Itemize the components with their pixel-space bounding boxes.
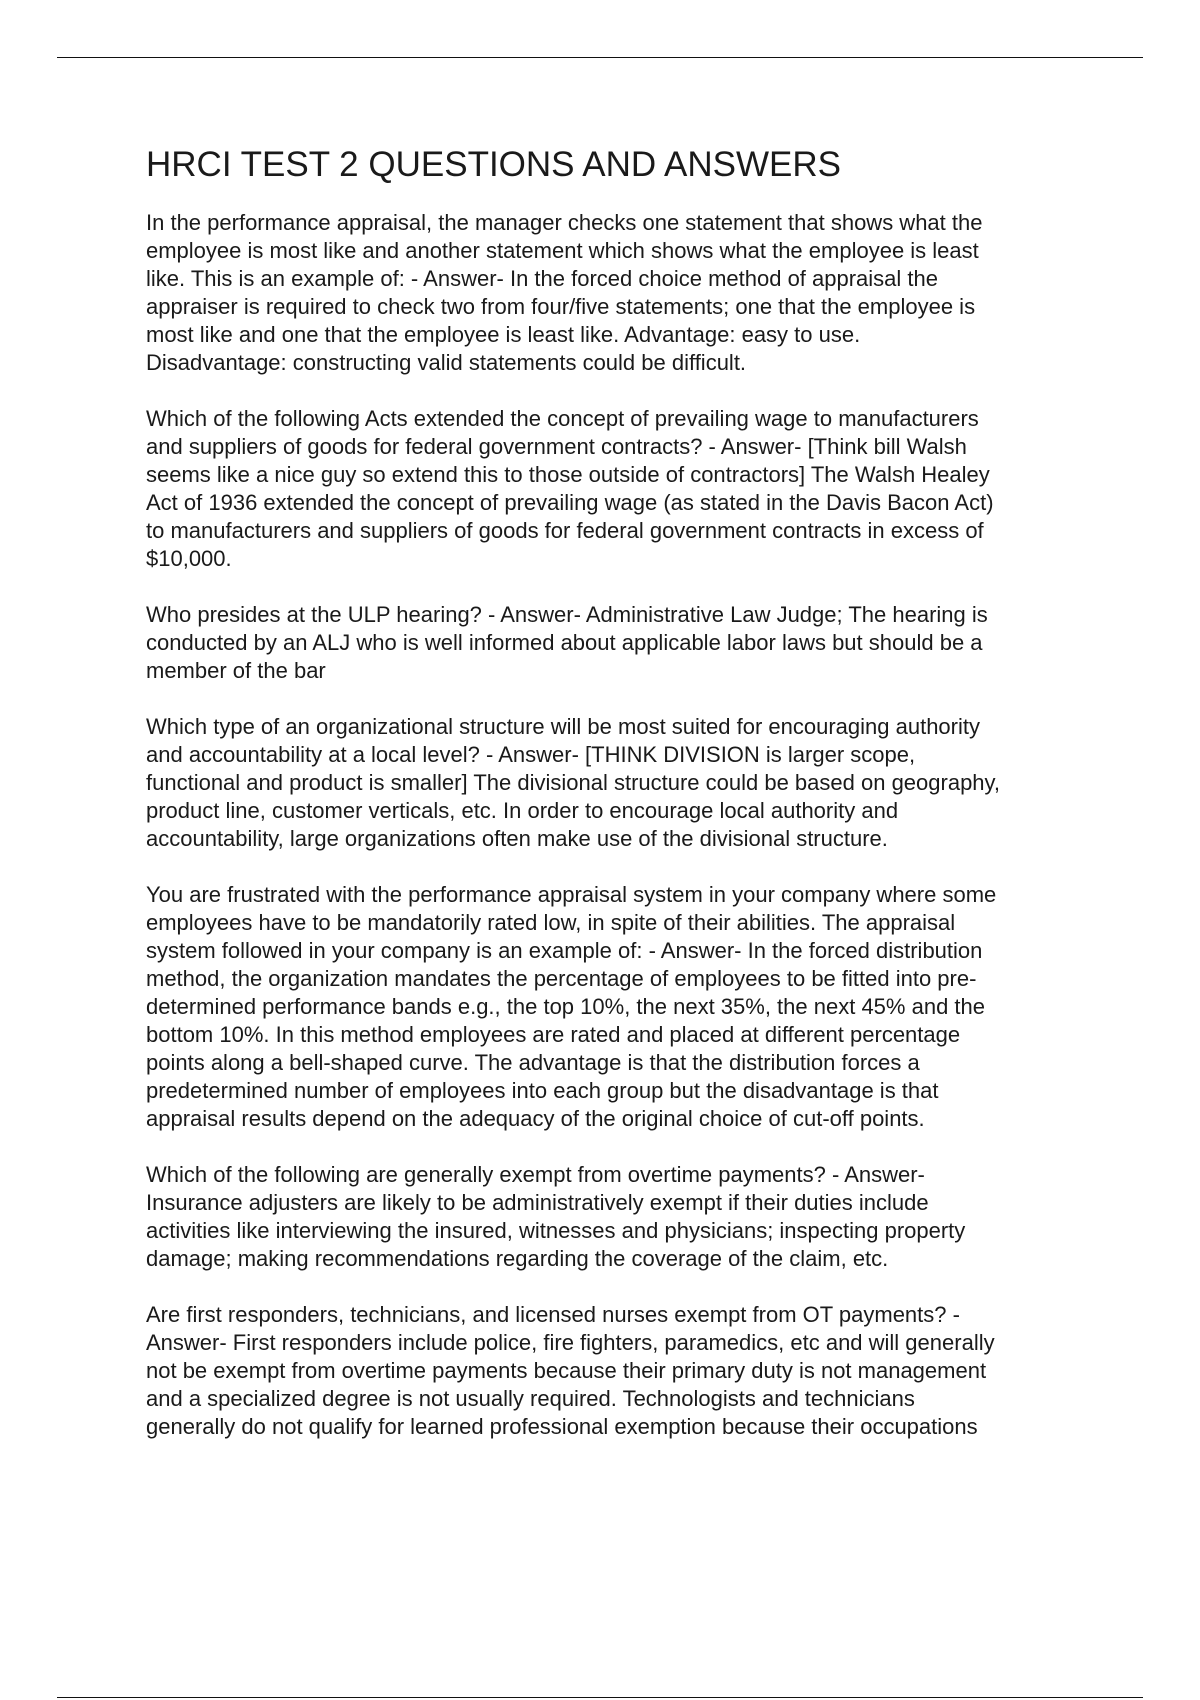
qa-line: and suppliers of goods for federal government contracts? - Answer- [Think bill Walsh bbox=[146, 434, 967, 459]
qa-line: most like and one that the employee is least like. Advantage: easy to use. bbox=[146, 322, 861, 347]
qa-line: seems like a nice guy so extend this to those outside of contractors] The Walsh Healey bbox=[146, 462, 990, 487]
qa-line: points along a bell-shaped curve. The advantage is that the distribution forces a bbox=[146, 1050, 920, 1075]
qa-line: and a specialized degree is not usually required. Technologists and technicians bbox=[146, 1386, 915, 1411]
qa-line: $10,000. bbox=[146, 546, 232, 571]
qa-line: to manufacturers and suppliers of goods for federal government contracts in excess of bbox=[146, 518, 984, 543]
top-rule bbox=[57, 57, 1143, 58]
qa-line: like. This is an example of: - Answer- In the forced choice method of appraisal the bbox=[146, 266, 938, 291]
qa-line: employees have to be mandatorily rated low, in spite of their abilities. The appraisal bbox=[146, 910, 956, 935]
page-title: HRCI TEST 2 QUESTIONS AND ANSWERS bbox=[146, 145, 841, 184]
qa-paragraph bbox=[146, 601, 1086, 685]
qa-line: generally do not qualify for learned professional exemption because their occupations bbox=[146, 1414, 978, 1439]
qa-paragraph bbox=[146, 1301, 1086, 1441]
qa-line: Which type of an organizational structure will be most suited for encouraging authority bbox=[146, 714, 980, 739]
qa-line: and accountability at a local level? - Answer- [THINK DIVISION is larger scope, bbox=[146, 742, 916, 767]
qa-line: Which of the following Acts extended the concept of prevailing wage to manufacturers bbox=[146, 406, 979, 431]
qa-line: accountability, large organizations often make use of the divisional structure. bbox=[146, 826, 888, 851]
qa-line: bottom 10%. In this method employees are rated and placed at different percentage bbox=[146, 1022, 961, 1047]
qa-list bbox=[146, 209, 1086, 1441]
document-body bbox=[146, 143, 1086, 1469]
qa-line: determined performance bands e.g., the top 10%, the next 35%, the next 45% and the bbox=[146, 994, 985, 1019]
qa-paragraph bbox=[146, 713, 1086, 853]
qa-line: system followed in your company is an example of: - Answer- In the forced distribution bbox=[146, 938, 983, 963]
qa-line: activities like interviewing the insured, witnesses and physicians; inspecting property bbox=[146, 1218, 966, 1243]
qa-line: product line, customer verticals, etc. In order to encourage local authority and bbox=[146, 798, 899, 823]
qa-line: Act of 1936 extended the concept of prevailing wage (as stated in the Davis Bacon Act) bbox=[146, 490, 994, 515]
qa-line: Who presides at the ULP hearing? - Answer- Administrative Law Judge; The hearing is bbox=[146, 602, 988, 627]
qa-line: In the performance appraisal, the manager checks one statement that shows what the bbox=[146, 210, 983, 235]
qa-paragraph bbox=[146, 209, 1086, 377]
qa-line: Disadvantage: constructing valid statements could be difficult. bbox=[146, 350, 747, 375]
qa-paragraph bbox=[146, 881, 1086, 1133]
qa-line: method, the organization mandates the percentage of employees to be fitted into pre- bbox=[146, 966, 977, 991]
qa-line: You are frustrated with the performance appraisal system in your company where some bbox=[146, 882, 997, 907]
qa-line: Insurance adjusters are likely to be administratively exempt if their duties include bbox=[146, 1190, 929, 1215]
qa-line: appraiser is required to check two from four/five statements; one that the employee is bbox=[146, 294, 976, 319]
qa-line: Answer- First responders include police, fire fighters, paramedics, etc and will generally bbox=[146, 1330, 995, 1355]
bottom-rule bbox=[57, 1697, 1143, 1698]
qa-line: conducted by an ALJ who is well informed about applicable labor laws but should be a bbox=[146, 630, 983, 655]
qa-line: damage; making recommendations regarding the coverage of the claim, etc. bbox=[146, 1246, 889, 1271]
qa-paragraph bbox=[146, 405, 1086, 573]
qa-line: Which of the following are generally exempt from overtime payments? - Answer- bbox=[146, 1162, 925, 1187]
qa-line: member of the bar bbox=[146, 658, 326, 683]
qa-line: predetermined number of employees into each group but the disadvantage is that bbox=[146, 1078, 939, 1103]
qa-line: employee is most like and another statement which shows what the employee is least bbox=[146, 238, 979, 263]
qa-line: functional and product is smaller] The divisional structure could be based on geography, bbox=[146, 770, 1001, 795]
qa-line: not be exempt from overtime payments because their primary duty is not management bbox=[146, 1358, 987, 1383]
qa-paragraph bbox=[146, 1161, 1086, 1273]
qa-line: Are first responders, technicians, and licensed nurses exempt from OT payments? - bbox=[146, 1302, 960, 1327]
qa-line: appraisal results depend on the adequacy of the original choice of cut-off points. bbox=[146, 1106, 925, 1131]
